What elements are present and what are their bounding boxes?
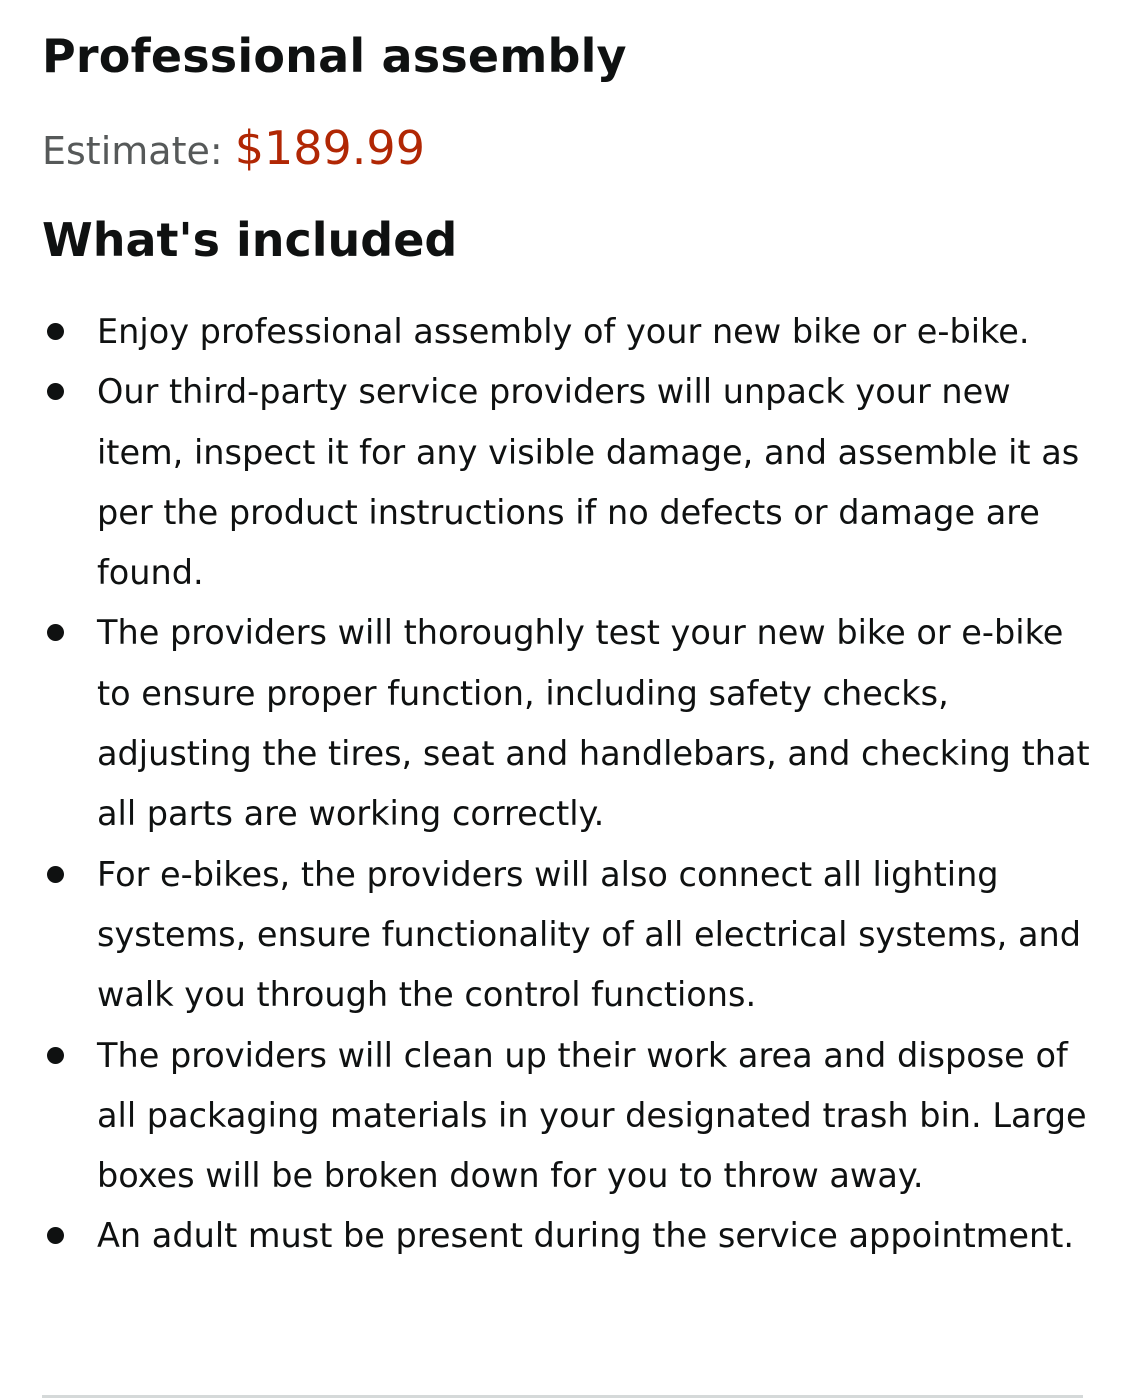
section-divider xyxy=(42,1395,1083,1398)
bullet-icon xyxy=(47,1227,64,1244)
bullet-icon xyxy=(47,383,64,400)
bullet-icon xyxy=(47,866,64,883)
list-item-text: The providers will thoroughly test your new bike or e-bike to ensure proper function, including safety checks, adjusting the tires, seat and handlebars, and checking that all parts are working correctly. xyxy=(97,613,1090,834)
list-item xyxy=(42,302,1092,362)
list-item-text: Enjoy professional assembly of your new bike or e-bike. xyxy=(97,312,1030,351)
list-item-text: The providers will clean up their work area and dispose of all packaging materials in your designated trash bin. Large boxes will be broken down for you to throw away. xyxy=(97,1035,1087,1196)
bullet-icon xyxy=(47,624,64,641)
list-item-text: An adult must be present during the service appointment. xyxy=(97,1216,1075,1256)
list-item xyxy=(42,603,1092,844)
whats-included-heading: What's included xyxy=(42,213,458,267)
estimate-label: Estimate: xyxy=(42,129,235,173)
bullet-icon xyxy=(47,1047,64,1064)
list-item xyxy=(42,845,1092,1026)
page-title: Professional assembly xyxy=(42,29,627,83)
included-list xyxy=(42,302,1092,1267)
bullet-icon xyxy=(47,323,64,340)
list-item xyxy=(42,362,1092,603)
list-item-text: Our third-party service providers will unpack your new item, inspect it for any visible damage, and assemble it as per the product instructions if no defects or damage are found. xyxy=(97,372,1080,593)
estimate-row xyxy=(42,116,425,191)
list-item xyxy=(42,1206,1092,1266)
estimate-price: $189.99 xyxy=(234,121,425,175)
list-item xyxy=(42,1026,1092,1207)
list-item-text: For e-bikes, the providers will also connect all lighting systems, ensure functionality of all electrical systems, and walk you through the control functions. xyxy=(97,854,1081,1015)
